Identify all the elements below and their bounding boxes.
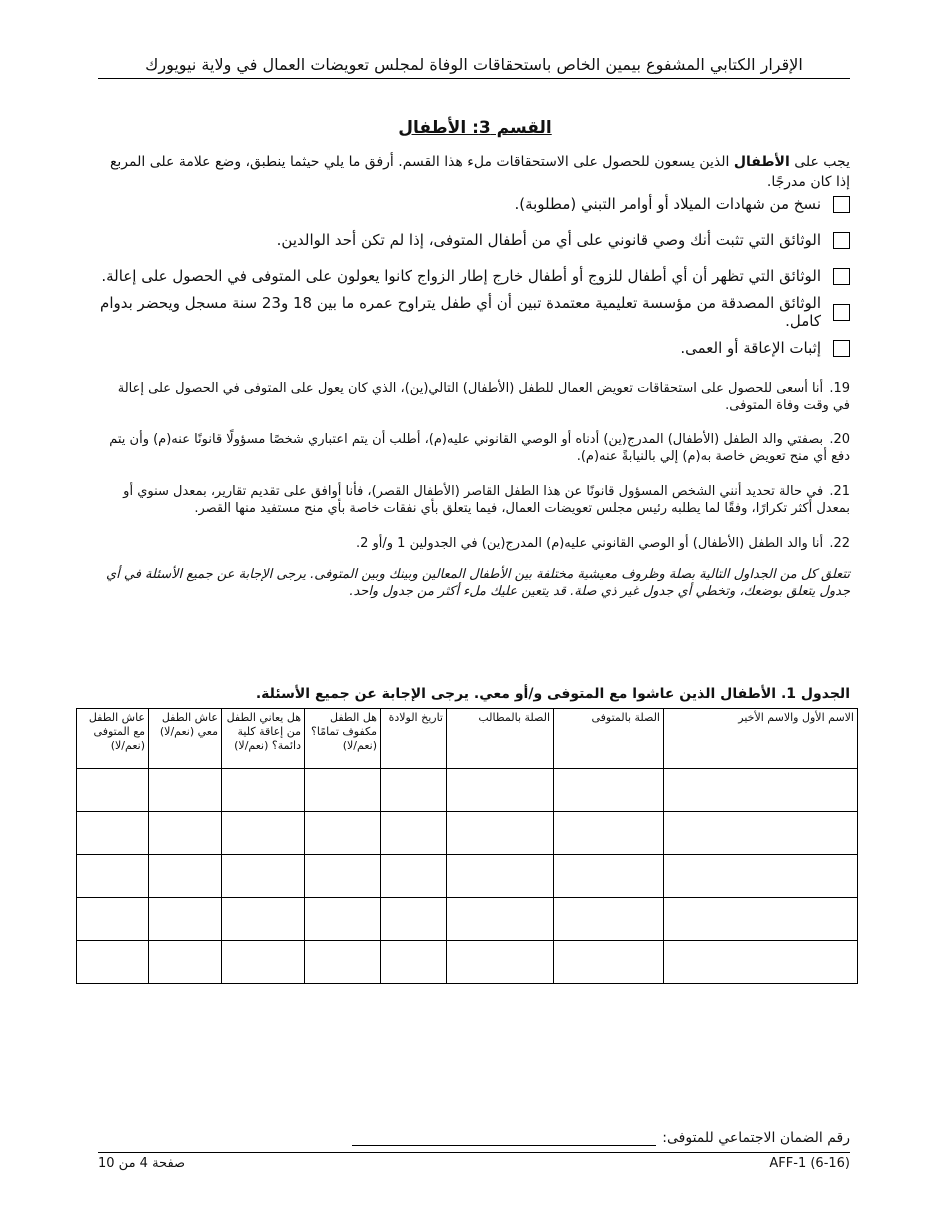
document-header: الإقرار الكتابي المشفوع بيمين الخاص باستحقاقات الوفاة لمجلس تعويضات العمال في ولاية نيويورك — [98, 52, 850, 79]
statement-text: أنا والد الطفل (الأطفال) أو الوصي القانوني عليه(م) المدرج(ين) في الجدولين 1 و/أو 2. — [355, 536, 824, 551]
col-header-lived-with-deceased: عاش الطفل مع المتوفى (نعم/لا) — [77, 709, 149, 769]
table-cell[interactable] — [447, 769, 554, 812]
table-cell[interactable] — [554, 898, 664, 941]
checklist-label: نسخ من شهادات الميلاد أو أوامر التبني (مطلوبة). — [514, 195, 821, 213]
page-number — [98, 1156, 185, 1171]
statement-22 — [105, 535, 850, 552]
table1-title: الجدول 1. الأطفال الذين عاشوا مع المتوفى و/أو معي. يرجى الإجابة عن جميع الأسئلة. — [255, 686, 850, 702]
table-body — [77, 769, 858, 984]
table-cell[interactable] — [222, 812, 305, 855]
table-cell[interactable] — [381, 812, 447, 855]
statement-number: 19. — [829, 381, 850, 396]
table-cell[interactable] — [77, 812, 149, 855]
table-cell[interactable] — [305, 898, 381, 941]
table-cell[interactable] — [77, 769, 149, 812]
table-cell[interactable] — [222, 941, 305, 984]
table-cell[interactable] — [447, 941, 554, 984]
checklist-label: إثبات الإعاقة أو العمى. — [680, 339, 821, 357]
table-cell[interactable] — [149, 812, 222, 855]
table-cell[interactable] — [664, 898, 858, 941]
section-title — [0, 118, 950, 138]
checklist-item — [98, 258, 850, 294]
checklist-item — [98, 330, 850, 366]
statement-number: 21. — [829, 484, 850, 499]
table-cell[interactable] — [664, 769, 858, 812]
ssn-input-line[interactable] — [352, 1128, 656, 1146]
section-title-text: القسم 3: الأطفال — [398, 118, 552, 138]
table-cell[interactable] — [554, 769, 664, 812]
table-cell[interactable] — [77, 898, 149, 941]
children-table — [76, 708, 858, 984]
table-cell[interactable] — [381, 855, 447, 898]
tables-instructions: تتعلق كل من الجداول التالية بصلة وظروف معيشية مختلفة بين الأطفال المعالين وبينك وبين المتوفى. يرجى الإجابة عن جميع الأسئلة في أي جدول يتعلق بوضعك، وتخطي أي جدول غير ذي صلة. قد يتعين عليك ملء أكثر من جدول واحد. — [105, 567, 850, 599]
checklist-label: الوثائق التي تظهر أن أي أطفال للزوج أو أطفال خارج إطار الزواج كانوا يعولون على المتوفى في الحصول على إعالة. — [101, 267, 821, 285]
table-cell[interactable] — [554, 812, 664, 855]
col-header-disabled: هل يعاني الطفل من إعاقة كلية دائمة؟ (نعم/لا) — [222, 709, 305, 769]
page-number-text: صفحة 4 من 10 — [98, 1156, 186, 1171]
checklist-item — [98, 186, 850, 222]
col-header-relation-claimant: الصلة بالمطالب — [447, 709, 554, 769]
checkbox-stepchildren-documents[interactable] — [833, 268, 850, 285]
table-cell[interactable] — [554, 941, 664, 984]
table-cell[interactable] — [447, 898, 554, 941]
ssn-field — [352, 1128, 850, 1146]
intro-prefix: يجب على — [789, 154, 850, 170]
col-header-lived-with-me: عاش الطفل معي (نعم/لا) — [149, 709, 222, 769]
table-cell[interactable] — [554, 855, 664, 898]
table-cell[interactable] — [222, 855, 305, 898]
table-cell[interactable] — [447, 855, 554, 898]
checklist-label: الوثائق المصدقة من مؤسسة تعليمية معتمدة تبين أن أي طفل يتراوح عمره ما بين 18 و23 سنة مسجل ويحضر بدوام كامل. — [100, 294, 821, 330]
table-row — [77, 769, 858, 812]
form-number: AFF-1 (6-16) — [769, 1156, 850, 1171]
table-cell[interactable] — [305, 812, 381, 855]
col-header-relation-deceased: الصلة بالمتوفى — [554, 709, 664, 769]
table-row — [77, 898, 858, 941]
table-cell[interactable] — [149, 941, 222, 984]
table-cell[interactable] — [381, 769, 447, 812]
col-header-blind: هل الطفل مكفوف تمامًا؟ (نعم/لا) — [305, 709, 381, 769]
statement-text: بصفتي والد الطفل (الأطفال) المدرج(ين) أدناه أو الوصي القانوني عليه(م)، أطلب أن يتم اعتباري شخصًا مسؤولًا قانونًا عنه(م) وأن يتم دفع أي منح تعويض خاصة به(م) إلي بالنيابةً عنه(م). — [109, 432, 850, 464]
ssn-label: رقم الضمان الاجتماعي للمتوفى: — [662, 1130, 850, 1146]
checklist-item — [98, 222, 850, 258]
table-header-row — [77, 709, 858, 769]
col-header-name: الاسم الأول والاسم الأخير — [664, 709, 858, 769]
intro-bold: الأطفال — [733, 154, 790, 170]
statement-21 — [105, 483, 850, 517]
table-cell[interactable] — [305, 941, 381, 984]
table-cell[interactable] — [222, 769, 305, 812]
table-cell[interactable] — [305, 855, 381, 898]
table-cell[interactable] — [664, 812, 858, 855]
table-cell[interactable] — [381, 898, 447, 941]
table-cell[interactable] — [149, 898, 222, 941]
table-row — [77, 855, 858, 898]
table-cell[interactable] — [149, 769, 222, 812]
checkbox-school-enrollment[interactable] — [833, 304, 850, 321]
table-cell[interactable] — [149, 855, 222, 898]
statement-number: 22. — [829, 536, 850, 551]
table-row — [77, 941, 858, 984]
table-row — [77, 812, 858, 855]
statement-text: في حالة تحديد أنني الشخص المسؤول قانونًا عن هذا الطفل القاصر (الأطفال القصر)، فأنا أوافق على تقديم تقارير، بمعدل سنوي أو بمعدل أكثر تكرارًا، وفقًا لما يطلبه رئيس مجلس تعويضات العمال، فيما يتعلق بأي نفقات خاصة بأي منح مستفيد منها القصر. — [123, 484, 850, 516]
col-header-birth-date: تاريخ الولادة — [381, 709, 447, 769]
attachments-checklist — [98, 186, 850, 366]
statement-19 — [105, 380, 850, 414]
checkbox-disability-proof[interactable] — [833, 340, 850, 357]
table-cell[interactable] — [447, 812, 554, 855]
statement-number: 20. — [829, 432, 850, 447]
table-cell[interactable] — [77, 941, 149, 984]
intro-suffix: الذين يسعون للحصول على الاستحقاقات ملء هذا القسم. أرفق ما يلي حيثما ينطبق، وضع علامة على المربع إذا كان مدرجًا. — [109, 154, 850, 190]
statement-20 — [105, 431, 850, 465]
table-cell[interactable] — [664, 855, 858, 898]
table-cell[interactable] — [664, 941, 858, 984]
checkbox-birth-certificates[interactable] — [833, 196, 850, 213]
table-cell[interactable] — [77, 855, 149, 898]
table-cell[interactable] — [305, 769, 381, 812]
checklist-label: الوثائق التي تثبت أنك وصي قانوني على أي من أطفال المتوفى، إذا لم تكن أحد الوالدين. — [276, 231, 821, 249]
table-cell[interactable] — [381, 941, 447, 984]
checkbox-guardianship-documents[interactable] — [833, 232, 850, 249]
footer-rule — [98, 1152, 850, 1153]
statement-text: أنا أسعى للحصول على استحقاقات تعويض العمال للطفل (الأطفال) التالي(ين)، الذي كان يعول على المتوفى في الحصول على إعالة في وقت وفاة المتوفى. — [117, 381, 850, 413]
checklist-item — [98, 294, 850, 330]
table-cell[interactable] — [222, 898, 305, 941]
